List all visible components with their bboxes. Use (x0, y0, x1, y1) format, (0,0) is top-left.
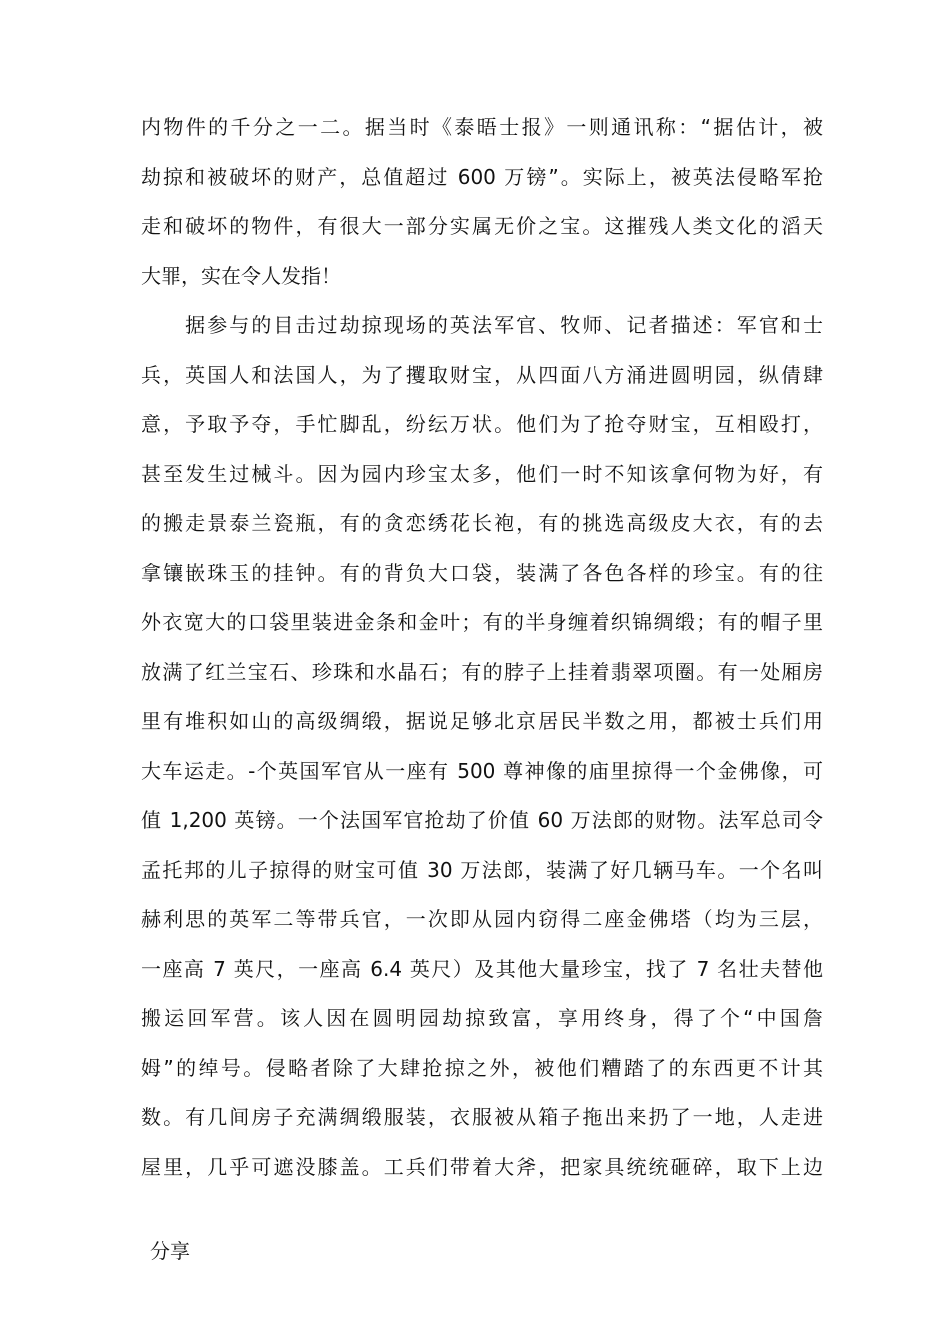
text-line-13: 里有堆积如山的高级绸缎，据说足够北京居民半数之用，都被士兵们用 (141, 709, 823, 733)
text-line-3: 走和破坏的物件，有很大一部分实属无价之宝。这摧残人类文化的滔天 (141, 214, 823, 238)
text-line-1: 内物件的千分之一二。据当时《泰晤士报》一则通讯称：“据估计，被 (141, 115, 823, 139)
text-line-15: 值 1,200 英镑。一个法国军官抢劫了价值 60 万法郎的财物。法军总司令 (141, 808, 823, 832)
text-line-10: 拿镶嵌珠玉的挂钟。有的背负大口袋，装满了各色各样的珍宝。有的往 (141, 560, 823, 585)
text-line-18: 一座高 7 英尺，一座高 6.4 英尺）及其他大量珍宝，找了 7 名壮夫替他 (141, 956, 823, 981)
text-line-21: 数。有几间房子充满绸缎服装，衣服被从箱子拖出来扔了一地，人走进 (141, 1105, 823, 1129)
body-text (141, 103, 823, 1192)
text-line-7: 意，予取予夺，手忙脚乱，纷纭万状。他们为了抢夺财宝，互相殴打， (141, 412, 823, 436)
text-line-5: 据参与的目击过劫掠现场的英法军官、牧师、记者描述：军官和士 (141, 313, 823, 337)
text-line-12: 放满了红兰宝石、珍珠和水晶石；有的脖子上挂着翡翠项圈。有一处厢房 (141, 659, 823, 684)
text-line-4: 大罪，实在令人发指！ (141, 263, 341, 288)
text-line-6: 兵，英国人和法国人，为了攫取财宝，从四面八方涌进圆明园，纵倩肆 (141, 362, 823, 387)
text-line-16: 孟托邦的儿子掠得的财宝可值 30 万法郎，装满了好几辆马车。一个名叫 (141, 857, 823, 882)
text-line-22: 屋里，几乎可遮没膝盖。工兵们带着大斧，把家具统统砸碎，取下上边 (141, 1154, 823, 1179)
text-line-17: 赫利思的英军二等带兵官，一次即从园内窃得二座金佛塔（均为三层， (141, 907, 823, 931)
page-footer: 分享 (150, 1239, 190, 1263)
text-line-14: 大车运走。-个英国军官从一座有 500 尊神像的庙里掠得一个金佛像，可 (141, 758, 823, 783)
text-line-20: 姆”的绰号。侵略者除了大肆抢掠之外，被他们糟踏了的东西更不计其 (141, 1055, 823, 1080)
text-line-2: 劫掠和被破坏的财产，总值超过 600 万镑”。实际上，被英法侵略军抢 (141, 164, 823, 189)
text-line-11: 外衣宽大的口袋里装进金条和金叶；有的半身缠着织锦绸缎；有的帽子里 (141, 610, 823, 634)
text-line-9: 的搬走景泰兰瓷瓶，有的贪恋绣花长袍，有的挑选高级皮大衣，有的去 (141, 511, 823, 535)
text-line-19: 搬运回军营。该人因在圆明园劫掠致富，享用终身，得了个“中国詹 (141, 1006, 823, 1030)
text-line-8: 甚至发生过械斗。因为园内珍宝太多，他们一时不知该拿何物为好，有 (141, 461, 823, 486)
